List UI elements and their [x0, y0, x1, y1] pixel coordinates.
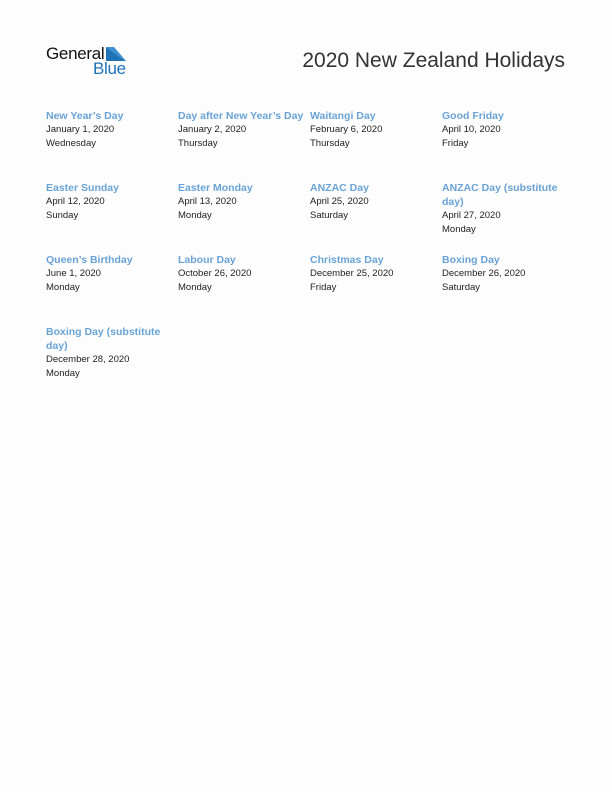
holiday-weekday: Saturday	[310, 210, 349, 221]
holiday-item	[46, 109, 178, 167]
holiday-weekday: Thursday	[310, 138, 350, 149]
holiday-item	[46, 253, 178, 311]
holiday-date: December 26, 2020	[442, 268, 526, 279]
holiday-name: ANZAC Day (substitute day)	[442, 182, 558, 208]
holiday-name: Labour Day	[178, 254, 236, 266]
holiday-item	[46, 181, 178, 239]
holiday-name: Easter Sunday	[46, 182, 119, 194]
holiday-item	[178, 253, 310, 311]
holiday-date: June 1, 2020	[46, 268, 101, 279]
holiday-name: Boxing Day (substitute day)	[46, 326, 161, 352]
holiday-date: December 25, 2020	[310, 268, 394, 279]
holiday-name: Waitangi Day	[310, 110, 376, 122]
holiday-name: Boxing Day	[442, 254, 500, 266]
holiday-weekday: Monday	[46, 368, 80, 379]
holiday-weekday: Monday	[442, 224, 476, 235]
holiday-weekday: Saturday	[442, 282, 481, 293]
holiday-weekday: Thursday	[178, 138, 218, 149]
holiday-name: Good Friday	[442, 110, 504, 122]
holiday-name: Day after New Year’s Day	[178, 110, 304, 122]
holiday-item	[178, 181, 310, 239]
holiday-date: February 6, 2020	[310, 124, 383, 135]
holiday-weekday: Monday	[178, 210, 212, 221]
holiday-weekday: Monday	[46, 282, 80, 293]
holiday-name: Easter Monday	[178, 182, 253, 194]
holiday-date: October 26, 2020	[178, 268, 252, 279]
holiday-name: ANZAC Day	[310, 182, 369, 194]
holiday-item	[46, 325, 178, 383]
holiday-name: Christmas Day	[310, 254, 384, 266]
holiday-item	[310, 181, 442, 239]
logo-text-blue: Blue	[93, 59, 126, 78]
page-title: 2020 New Zealand Holidays	[302, 49, 565, 72]
holiday-date: April 27, 2020	[442, 210, 501, 221]
holiday-date: January 1, 2020	[46, 124, 115, 135]
holiday-name: New Year’s Day	[46, 110, 124, 122]
holiday-date: December 28, 2020	[46, 354, 130, 365]
holiday-grid	[46, 109, 576, 383]
holiday-weekday: Monday	[178, 282, 212, 293]
holiday-weekday: Friday	[310, 282, 337, 293]
holiday-date: April 25, 2020	[310, 196, 369, 207]
holiday-date: January 2, 2020	[178, 124, 247, 135]
holiday-date: April 13, 2020	[178, 196, 237, 207]
holiday-date: April 10, 2020	[442, 124, 501, 135]
holiday-weekday: Friday	[442, 138, 469, 149]
holiday-item	[442, 181, 576, 239]
generalblue-logo	[46, 44, 136, 78]
holiday-date: April 12, 2020	[46, 196, 105, 207]
holiday-item	[310, 253, 442, 311]
holiday-item	[442, 253, 576, 311]
holiday-name: Queen’s Birthday	[46, 254, 133, 266]
holiday-item	[178, 109, 310, 167]
logo-text-general: General	[46, 44, 105, 63]
holiday-item	[310, 109, 442, 167]
holiday-weekday: Wednesday	[46, 138, 96, 149]
holiday-weekday: Sunday	[46, 210, 79, 221]
holiday-item	[442, 109, 576, 167]
